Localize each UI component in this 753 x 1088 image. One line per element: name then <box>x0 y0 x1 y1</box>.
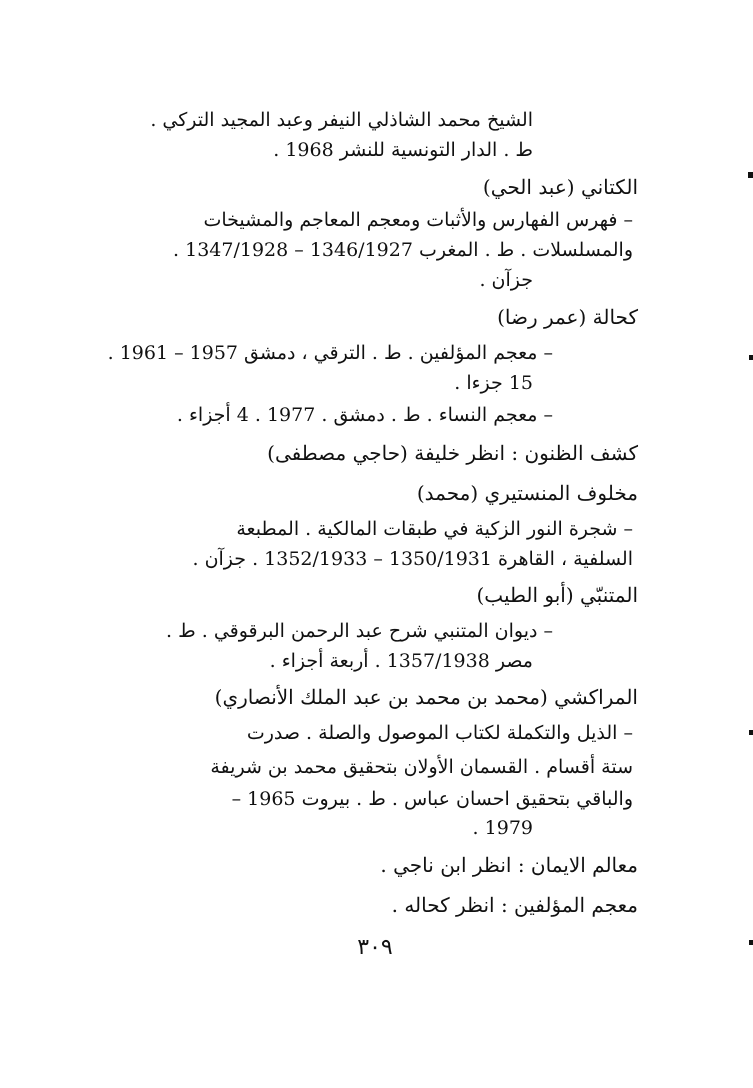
text-line: – فهرس الفهارس والأثبات ومعجم المعاجم والمشيخات <box>203 209 633 231</box>
text-line: 15 جزءا . <box>454 372 533 394</box>
cross-reference: معجم المؤلفين : انظر كحاله . <box>391 893 638 917</box>
text-line: – الذيل والتكملة لكتاب الموصول والصلة . صدرت <box>246 722 633 744</box>
cross-reference: كشف الظنون : انظر خليفة (حاجي مصطفى) <box>267 441 638 465</box>
text-line: والباقي بتحقيق احسان عباس . ط . بيروت 1965 – <box>231 788 633 810</box>
scan-edge-mark <box>749 730 753 735</box>
text-line: – معجم النساء . ط . دمشق . 1977 . 4 أجزاء . <box>176 404 553 426</box>
text-line: ط . الدار التونسية للنشر 1968 . <box>273 139 533 161</box>
text-line: والمسلسلات . ط . المغرب 1346/1927 – 1347/1928 . <box>173 239 633 261</box>
text-line: السلفية ، القاهرة 1350/1931 – 1352/1933 . جزآن . <box>192 548 633 570</box>
author-heading: الكتاني (عبد الحي) <box>482 175 638 199</box>
text-line: ستة أقسام . القسمان الأولان بتحقيق محمد بن شريفة <box>210 756 633 778</box>
author-heading: المراكشي (محمد بن محمد بن عبد الملك الأنصاري) <box>214 685 638 709</box>
text-line: مصر 1357/1938 . أربعة أجزاء . <box>269 650 533 672</box>
text-line: جزآن . <box>479 269 533 291</box>
text-line: – شجرة النور الزكية في طبقات المالكية . المطبعة <box>236 518 633 540</box>
author-heading: المتنبّي (أبو الطيب) <box>476 583 638 607</box>
page-number: ٣٠٩ <box>357 935 393 960</box>
author-heading: مخلوف المنستيري (محمد) <box>416 481 638 505</box>
cross-reference: معالم الايمان : انظر ابن ناجي . <box>380 853 638 877</box>
text-line: 1979 . <box>472 817 533 839</box>
text-line: – ديوان المتنبي شرح عبد الرحمن البرقوقي . ط . <box>166 620 553 642</box>
scan-edge-mark <box>748 172 753 178</box>
text-line: الشيخ محمد الشاذلي النيفر وعبد المجيد التركي . <box>150 109 533 131</box>
scan-edge-mark <box>749 355 753 360</box>
author-heading: كحالة (عمر رضا) <box>497 305 638 329</box>
text-line: – معجم المؤلفين . ط . الترقي ، دمشق 1957 – 1961 . <box>107 342 553 364</box>
scan-edge-mark <box>749 940 753 945</box>
